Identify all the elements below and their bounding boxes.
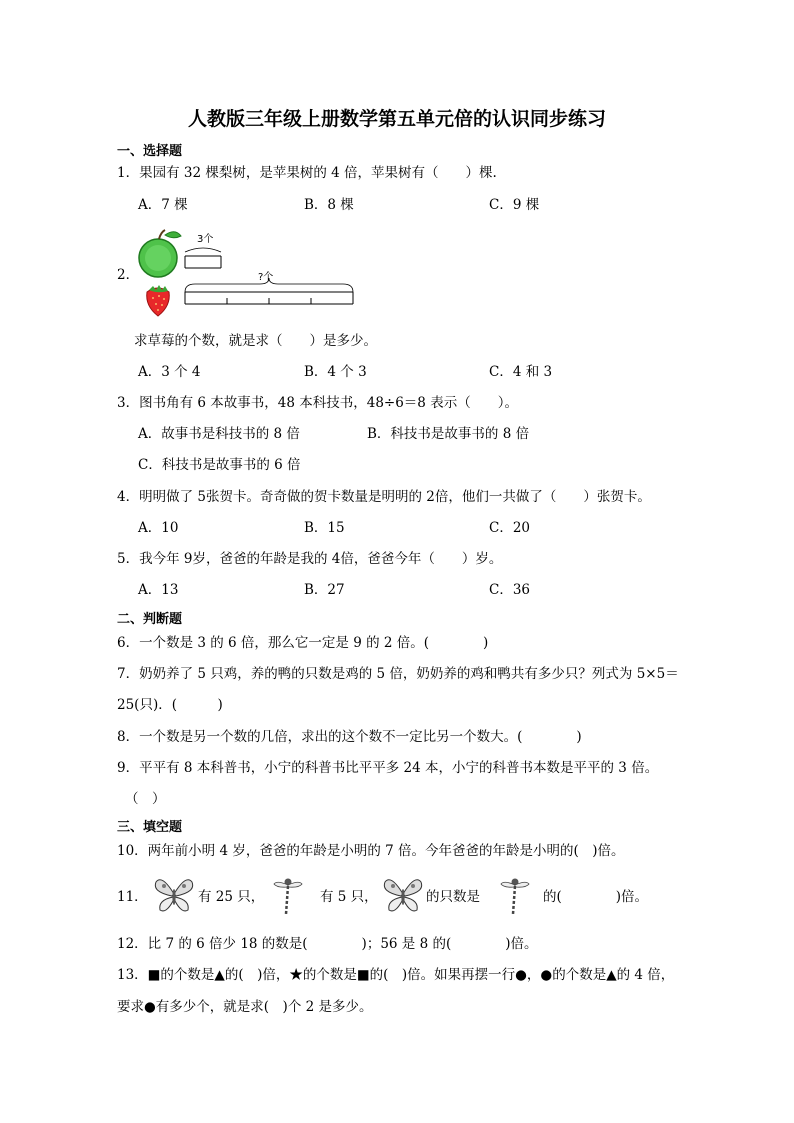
q4-option-b: B．15 [304,520,345,536]
question-10: 10．两年前小明 4 岁，爸爸的年龄是小明的 7 倍。今年爸爸的年龄是小明的( )倍。 [117,843,625,859]
q2-option-a: A．3 个 4 [138,364,201,380]
question-1: 1．果园有 32 棵梨树，是苹果树的 4 倍，苹果树有（ ）棵. [117,165,497,181]
question-2-number: 2． [117,267,140,283]
q3-option-a: A．故事书是科技书的 8 倍 [138,426,300,442]
top-bar-label: 3个 [197,234,214,245]
q2-option-b: B．4 个 3 [304,364,367,380]
question-9-line1: 9．平平有 8 本科普书，小宁的科普书比平平多 24 本，小宁的科普书本数是平平的 3 倍。 [117,760,659,776]
question-7-line1: 7．奶奶养了 5 只鸡，养的鸭的只数是鸡的 5 倍，奶奶养的鸡和鸭共有多少只？列式为 5×5＝ [117,666,679,682]
section-choice: 一、选择题 [117,144,183,159]
q1-option-c: C．9 棵 [489,197,540,213]
question-6: 6．一个数是 3 的 6 倍，那么它一定是 9 的 2 倍。( ) [117,635,489,651]
question-11-number: 11． [117,889,148,905]
question-9-line2: （ ） [125,791,166,807]
butterfly-icon [152,872,196,916]
question-13-line1: 13．■的个数是▲的( )倍，★的个数是■的( )倍。如果再摆一行●，●的个数是▲的 4 倍， [117,967,675,983]
dragonfly-icon [273,874,303,918]
q5-option-b: B．27 [304,582,345,598]
q5-option-c: C．36 [489,582,531,598]
section-judge: 二、判断题 [117,612,183,627]
question-11-part4: 的( )倍。 [543,889,649,905]
apple-icon [139,230,181,277]
strawberry-icon [147,285,170,316]
question-12: 12．比 7 的 6 倍少 18 的数是( )；56 是 8 的( )倍。 [117,936,538,952]
dragonfly-icon-2 [500,874,530,918]
question-11-part2: 有 5 只， [320,889,378,905]
q1-option-a: A．7 棵 [138,197,188,213]
bottom-bar-label: ?个 [258,272,274,283]
page-title: 人教版三年级上册数学第五单元倍的认识同步练习 [187,108,606,130]
q2-option-c: C．4 和 3 [489,364,553,380]
question-7-line2: 25(只)．( ) [117,697,223,713]
question-3: 3．图书角有 6 本故事书，48 本科技书，48÷6＝8 表示（ ）。 [117,395,518,411]
q5-option-a: A．13 [138,582,179,598]
q1-option-b: B．8 棵 [304,197,354,213]
q4-option-c: C．20 [489,520,531,536]
question-11-part3: 的只数是 [426,889,480,905]
question-11-part1: 有 25 只， [198,889,265,905]
question-4: 4．明明做了 5张贺卡。奇奇做的贺卡数量是明明的 2倍，他们一共做了（ ）张贺卡。 [117,489,651,505]
apple-strawberry-diagram [135,226,365,321]
question-8: 8．一个数是另一个数的几倍，求出的这个数不一定比另一个数大。( ) [117,729,582,745]
butterfly-icon-2 [381,872,425,916]
q3-option-b: B．科技书是故事书的 8 倍 [367,426,530,442]
question-13-line2: 要求●有多少个，就是求( )个 2 是多少。 [117,999,373,1015]
question-2: 求草莓的个数，就是求（ ）是多少。 [134,333,377,349]
q4-option-a: A．10 [138,520,179,536]
section-fill: 三、填空题 [117,820,183,835]
question-5: 5．我今年 9岁，爸爸的年龄是我的 4倍，爸爸今年（ ）岁。 [117,551,503,567]
q3-option-c: C．科技书是故事书的 6 倍 [138,457,301,473]
